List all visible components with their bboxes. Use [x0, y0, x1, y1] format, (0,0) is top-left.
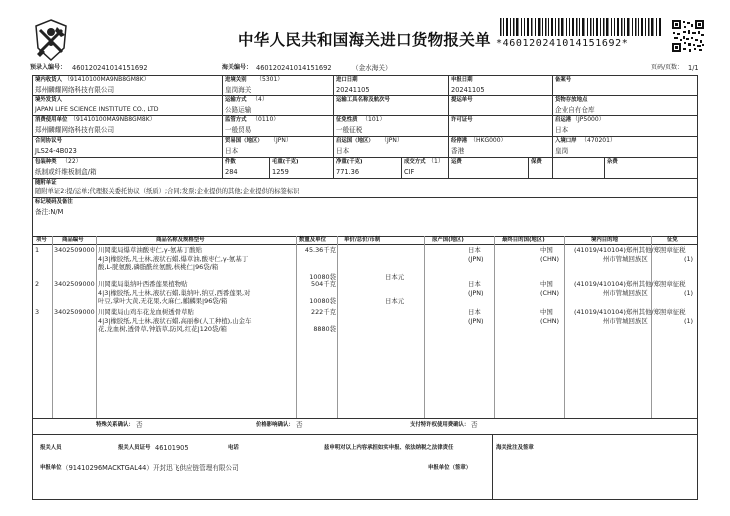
goods-levy: 照章征税: [660, 280, 686, 288]
goods-domestic: (41019/410104)郑州其他/郑: [574, 246, 660, 254]
pieces-label: 件数: [225, 159, 236, 165]
col-name: 商品名称及规格型号: [156, 237, 205, 243]
goods-origin-code: (JPN): [468, 254, 484, 263]
customs-number: 460120241014151692: [256, 64, 332, 72]
supervision-label: 监管方式: [225, 117, 247, 123]
goods-name-line-3: 酸,L-胱氨酸,磷脂酰丝氨酸,核桃仁|96袋/箱: [98, 263, 219, 272]
terms-label: 成交方式: [404, 159, 426, 165]
goods-dest: 中国: [540, 246, 553, 254]
goods-name-line-1: 川岡薬局爆草油酸枣仁,γ-氨基丁酸贴: [98, 246, 202, 254]
transport-code: （4）: [252, 96, 268, 103]
page-label: 页码/页数：: [651, 64, 684, 71]
shipper-name: JAPAN LIFE SCIENCE INSTITUTE CO., LTD: [35, 106, 159, 113]
goods-seq: 2: [35, 280, 40, 288]
page-value: 1/1: [688, 64, 699, 72]
goods-levy: 照章征税: [660, 246, 686, 254]
goods-dest-code: (CHN): [540, 316, 560, 325]
customs-office: （金水海关）: [352, 64, 392, 72]
supervision-mode: 一般贸易: [225, 126, 252, 134]
pieces: 284: [225, 168, 238, 176]
consumer-code: （91410100MA9NB8GM8K）: [70, 116, 156, 123]
phone-label: 电话: [228, 445, 239, 451]
vehicle-label: 运输工具名称及航次号: [336, 97, 390, 103]
consumer-name: 郑州麟耀网络科技有限公司: [35, 126, 115, 134]
agent-label: 申报单位: [40, 465, 62, 471]
contract-label: 合同协议号: [35, 138, 62, 144]
goods-levy-code: (1): [684, 316, 694, 325]
royalty-value: 否: [471, 421, 478, 429]
declarant-no-label: 报关人员证号: [118, 445, 151, 451]
col-origin: 原产国(地区): [432, 237, 464, 243]
transit-port-code: （HKG000）: [470, 137, 507, 144]
goods-name-line-2: 4|3|橡胶纸,凡士林,液状石蜡,高丽参(人工种植),山金车: [98, 316, 252, 325]
declarant-no: 46101905: [155, 444, 189, 452]
import-date-label: 进口日期: [336, 77, 358, 83]
goods-seq: 3: [35, 308, 40, 316]
levy-nature: 一般征税: [336, 126, 363, 134]
goods-code: 3402509000: [54, 280, 95, 288]
levy-nature-label: 征免性质: [336, 117, 358, 123]
goods-domestic: (41019/410104)郑州其他/郑: [574, 280, 660, 288]
goods-qty: 504千克: [311, 280, 336, 288]
declare-date-label: 申报日期: [451, 77, 473, 83]
pre-entry-label: 预录入编号：: [30, 64, 67, 71]
bill-of-lading-label: 提运单号: [451, 97, 473, 103]
package-type: 纸制或纤维板制盒/箱: [35, 168, 97, 176]
package-code: （22）: [62, 158, 82, 165]
goods-levy-code: (1): [684, 288, 694, 297]
special-relation-label: 特殊关系确认：: [96, 422, 134, 428]
transit-port: 香港: [451, 147, 465, 155]
goods-name-line-2: 4|3|橡胶纸,凡士林,液状石蜡,巢纳叶,纳豆,西番莲果,对: [98, 288, 251, 297]
goods-seq: 1: [35, 246, 40, 254]
royalty-label: 支付特许权使用费确认：: [410, 422, 470, 428]
consignee-label: 境内收货人: [35, 77, 62, 83]
entry-port-code: （5301）: [256, 76, 284, 83]
trade-country: 日本: [225, 147, 239, 155]
col-seq: 项号: [36, 237, 47, 243]
customs-number-label: 海关编号：: [222, 64, 253, 71]
barcode-text: *460120241014151692*: [496, 38, 629, 49]
origin-country-code: （JPN）: [381, 137, 403, 144]
goods-levy-code: (1): [684, 254, 694, 263]
goods-name-line-1: 川岡薬局巢纳叶西番莲果植物贴: [98, 280, 188, 288]
record-no-label: 备案号: [555, 77, 572, 83]
entry-point-label: 入境口岸: [555, 138, 577, 144]
import-date: 20241105: [336, 86, 370, 94]
docs-label: 随附单证: [35, 180, 57, 186]
barcode: [500, 18, 662, 36]
col-qty: 数量及单位: [299, 237, 326, 243]
package-label: 包装种类: [35, 159, 57, 165]
shipper-label: 境外发货人: [35, 97, 62, 103]
goods-dest: 中国: [540, 280, 553, 288]
col-levy: 征免: [667, 237, 678, 243]
consignee-name: 郑州麟耀网络科技有限公司: [35, 86, 115, 94]
transport-mode: 公路运输: [225, 106, 252, 114]
goods-dest-code: (CHN): [540, 288, 560, 297]
entry-port: 皇岗海关: [225, 86, 252, 94]
agent-name: （91410296MACKTGAL44）开封迅飞供应链管理有限公司: [62, 464, 239, 472]
contract-number: JLS24-4B023: [35, 147, 77, 155]
goods-origin: 日本: [468, 280, 481, 288]
goods-currency: 日本元: [385, 297, 405, 306]
departure-port: 日本: [555, 126, 569, 134]
col-domestic: 境内目的地: [591, 237, 618, 243]
consumer-label: 消费使用单位: [35, 117, 68, 123]
net-weight: 771.36: [336, 168, 360, 176]
col-price: 单价/总价/币制: [344, 237, 381, 243]
goods-domestic-2: 州市管城回族区: [603, 254, 648, 263]
entry-point: 皇岗: [555, 147, 569, 155]
qr-code: [672, 20, 704, 52]
goods-name-line-3: 叶豆,掌叶大黄,无花果,火麻仁,麒麟果|96袋/箱: [98, 297, 228, 306]
transit-port-label: 经停港: [451, 138, 468, 144]
misc-label: 杂费: [607, 159, 618, 165]
goods-domestic-2: 州市管城回族区: [603, 288, 648, 297]
net-weight-label: 净重(千克): [336, 159, 363, 165]
departure-port-label: 启运港: [555, 117, 572, 123]
consignee-code: （91410100MA9NB8GM8K）: [64, 76, 150, 83]
goods-name-line-2: 4|3|橡胶纸,凡士林,液状石蜡,爆草油,酸枣仁,γ-氨基丁: [98, 254, 249, 263]
goods-name-line-1: 川岡薬局山鸡车花龙血树透骨草贴: [98, 308, 194, 316]
departure-port-code: （JP5000）: [572, 116, 605, 123]
trade-country-label: 贸易国（地区）: [225, 138, 263, 144]
goods-qty: 222千克: [311, 308, 336, 316]
trade-country-code: （JPN）: [270, 137, 292, 144]
col-dest: 最终目的国(地区): [502, 237, 545, 243]
goods-domestic-2: 州市管城回族区: [603, 316, 648, 325]
goods-qty-2: 10080袋: [309, 297, 336, 306]
goods-name-line-3: 花,龙血树,透骨草,钟筋草,防风,红花|120袋/箱: [98, 325, 227, 334]
goods-qty-2: 10080袋: [309, 273, 336, 281]
levy-nature-code: （101）: [362, 116, 386, 123]
pre-entry-number: 460120241014151692: [72, 64, 148, 72]
goods-row-1: [32, 246, 698, 281]
seal-label: 申报单位（签章）: [428, 465, 472, 471]
terms-code: （1）: [428, 158, 444, 165]
customs-note-label: 海关批注及签章: [496, 445, 534, 451]
origin-country: 日本: [336, 147, 350, 155]
goods-origin: 日本: [468, 308, 481, 316]
goods-qty: 45.36千克: [304, 246, 336, 254]
goods-qty-2: 8880袋: [313, 325, 336, 334]
terms: CIF: [404, 168, 415, 176]
entry-port-label: 进境关别: [225, 77, 247, 83]
storage-label: 货物存放地点: [555, 97, 588, 103]
goods-dest: 中国: [540, 308, 553, 316]
entry-point-code: （470201）: [581, 137, 616, 144]
goods-domestic: (41019/410104)郑州其他/郑: [574, 308, 660, 316]
declarant-label: 报关人员: [40, 445, 62, 451]
special-relation-value: 否: [136, 421, 143, 429]
gross-weight: 1259: [272, 168, 289, 176]
insurance-label: 保费: [531, 159, 542, 165]
customs-emblem: [28, 18, 74, 64]
docs-text: 随附单证2:提/运单;代理报关委托协议（纸质）;合同;发票;企业提供的其他;企业提供的标签标识: [35, 188, 300, 195]
legal-statement: 兹申明对以上内容承担如实申报、依法纳税之法律责任: [324, 445, 454, 451]
goods-origin-code: (JPN): [468, 288, 484, 297]
price-influence-label: 价格影响确认：: [256, 422, 294, 428]
goods-code: 3402509000: [54, 246, 95, 254]
goods-origin-code: (JPN): [468, 316, 484, 325]
goods-code: 3402509000: [54, 308, 95, 316]
gross-weight-label: 毛重(千克): [272, 159, 299, 165]
marks-text: 备注:N/M: [35, 208, 64, 216]
storage-place: 企业自有仓库: [555, 106, 595, 114]
goods-currency: 日本元: [385, 273, 405, 281]
price-influence-value: 否: [296, 421, 303, 429]
goods-origin: 日本: [468, 246, 481, 254]
supervision-code: （0110）: [252, 116, 280, 123]
col-code: 商品编号: [62, 237, 84, 243]
goods-row-2: [32, 280, 698, 308]
origin-country-label: 启运国（地区）: [336, 138, 374, 144]
goods-row-3: [32, 308, 698, 336]
goods-levy: 照章征税: [660, 308, 686, 316]
goods-dest-code: (CHN): [540, 254, 560, 263]
document-title: 中华人民共和国海关进口货物报关单: [238, 30, 491, 49]
marks-label: 标记唛码及备注: [35, 199, 73, 205]
license-label: 许可证号: [451, 117, 473, 123]
declare-date: 20241105: [451, 86, 485, 94]
transport-label: 运输方式: [225, 97, 247, 103]
freight-label: 运费: [451, 159, 462, 165]
